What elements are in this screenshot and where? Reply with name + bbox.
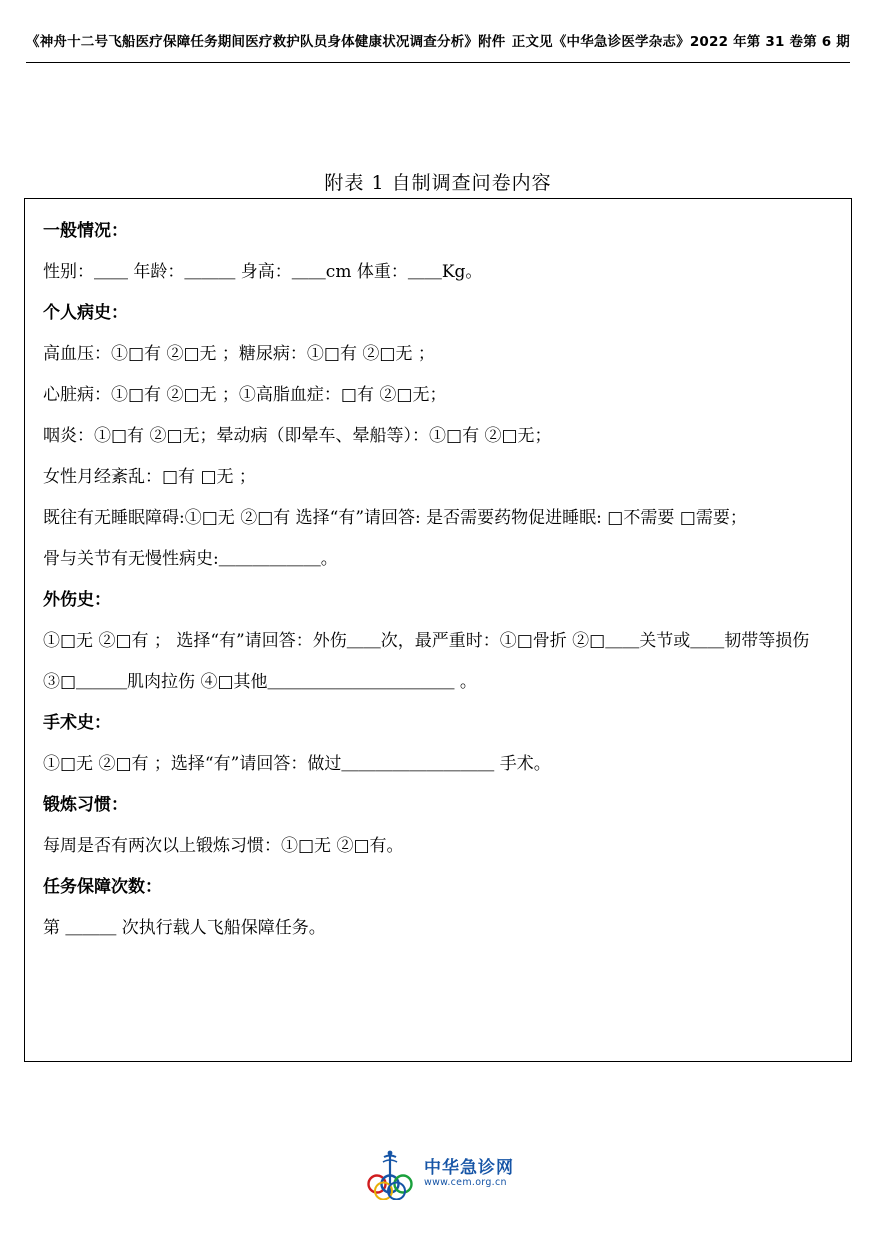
section-title-history: 个人病史： [43,303,128,323]
section-title-general: 一般情况： [43,221,128,241]
history-line-3: 咽炎：①□有 ②□无；晕动病（即晕车、晕船等）：①□有 ②□无； [43,426,552,446]
header-divider [26,62,850,63]
history-line-5: 既往有无睡眠障碍:①□无 ②□有 选择“有”请回答: 是否需要药物促进睡眠: □不需要 □需要； [43,508,747,528]
header-left-text: 《神舟十二号飞船医疗保障任务期间医疗救护队员身体健康状况调查分析》附件 [26,34,506,50]
logo-url: www.cem.org.cn [424,1177,507,1189]
section-title-mission-count: 任务保障次数： [43,877,162,897]
logo-wrap [362,1148,514,1200]
header-right-text: 正文见《中华急诊医学杂志》2022 年第 31 卷第 6 期 [511,34,850,50]
exercise-line-1: 每周是否有两次以上锻炼习惯：①□无 ②□有。 [43,836,404,856]
logo-name: 中华急诊网 [424,1157,514,1178]
section-title-surgery: 手术史： [43,713,111,733]
footer-logo [0,1148,876,1200]
history-line-1: 高血压：①□有 ②□无 ；糖尿病：①□有 ②□无 ； [43,344,435,364]
questionnaire-box [24,198,852,1062]
section-title-exercise: 锻炼习惯： [43,795,128,815]
general-line-1: 性别：＿＿ 年龄：＿＿＿ 身高：＿＿cm 体重：＿＿Kg。 [43,262,483,282]
history-line-4: 女性月经紊乱：□有 □无 ； [43,467,256,487]
trauma-line-1: ①□无 ②□有 ； 选择“有”请回答：外伤＿＿次，最严重时：①□骨折 ②□＿＿关节或＿＿韧带等损伤 ③□＿＿＿肌肉拉伤 ④□其他＿＿＿＿＿＿＿＿＿＿＿ 。 [43,631,810,692]
caduceus-rings-icon [362,1148,418,1200]
running-header [26,30,850,50]
mission-count-line-1: 第 ＿＿＿ 次执行载人飞船保障任务。 [43,918,326,938]
table-caption: 附表 1 自制调查问卷内容 [324,172,552,194]
surgery-line-1: ①□无 ②□有 ；选择“有”请回答：做过＿＿＿＿＿＿＿＿＿ 手术。 [43,754,551,774]
logo-text [424,1159,514,1189]
history-line-2: 心脏病：①□有 ②□无 ；①高脂血症：□有 ②□无； [43,385,447,405]
section-title-trauma: 外伤史： [43,590,111,610]
history-line-6: 骨与关节有无慢性病史:＿＿＿＿＿＿。 [43,549,338,569]
